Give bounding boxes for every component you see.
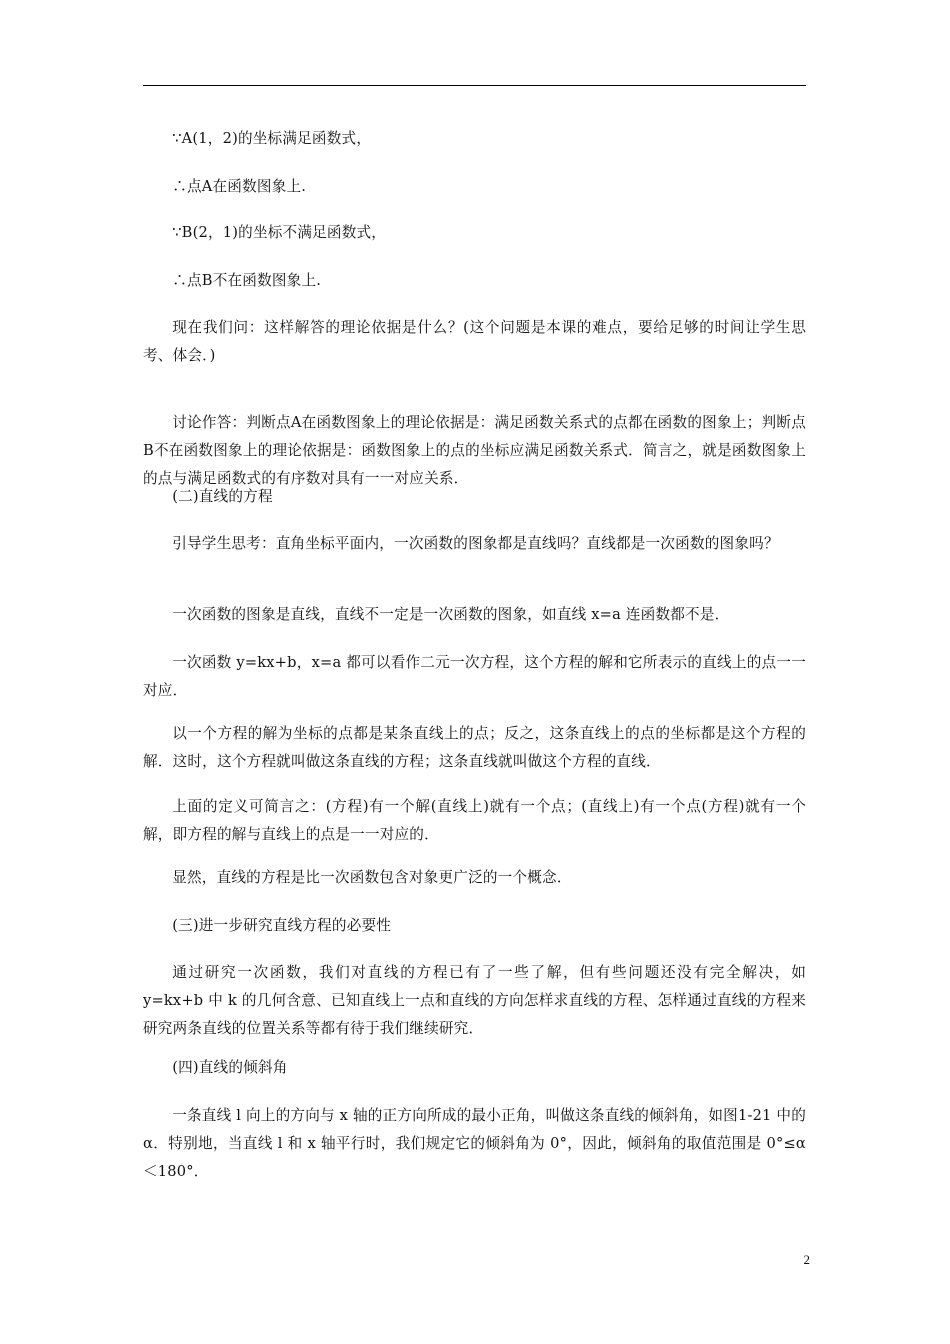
paragraph: 上面的定义可简言之：(方程)有一个解(直线上)就有一个点；(直线上)有一个点(方程)就有一个解，即方程的解与直线上的点是一一对应的． bbox=[143, 798, 806, 843]
paragraph: 以一个方程的解为坐标的点都是某条直线上的点；反之，这条直线上的点的坐标都是这个方程的解．这时，这个方程就叫做这条直线的方程；这条直线就叫做这个方程的直线． bbox=[143, 725, 806, 770]
paragraph: 通过研究一次函数，我们对直线的方程已有了一些了解，但有些问题还没有完全解决，如 y=kx+b 中 k 的几何含意、已知直线上一点和直线的方向怎样求直线的方程、怎样通过直线的方程来研究两条直线的位置关系等都有待于我们继续研究． bbox=[143, 964, 806, 1037]
section-heading: (四)直线的倾斜角 bbox=[172, 1059, 288, 1076]
paragraph: 一次函数 y=kx+b，x=a 都可以看作二元一次方程，这个方程的解和它所表示的直线上的点一一对应． bbox=[143, 654, 806, 699]
section-heading: (二)直线的方程 bbox=[172, 488, 273, 505]
paragraph: ∴点A在函数图象上. bbox=[172, 178, 307, 195]
paragraph: 显然，直线的方程是比一次函数包含对象更广泛的一个概念． bbox=[172, 869, 572, 886]
paragraph: ∵A(1，2)的坐标满足函数式， bbox=[172, 130, 372, 147]
paragraph: 一次函数的图象是直线，直线不一定是一次函数的图象，如直线 x=a 连函数都不是． bbox=[172, 606, 730, 623]
paragraph: 现在我们问：这样解答的理论依据是什么？(这个问题是本课的难点，要给足够的时间让学生思考、体会．) bbox=[143, 319, 806, 364]
page-number: 2 bbox=[803, 1252, 810, 1267]
paragraph: ∴点B不在函数图象上. bbox=[172, 272, 322, 289]
paragraph: 讨论作答：判断点A在函数图象上的理论依据是：满足函数关系式的点都在函数的图象上；判断点B不在函数图象上的理论依据是：函数图象上的点的坐标应满足函数关系式．简言之，就是函数图象上的点与满足函数式的有序数对具有一一对应关系． bbox=[143, 414, 806, 487]
paragraph: 一条直线 l 向上的方向与 x 轴的正方向所成的最小正角，叫做这条直线的倾斜角，如图1-21 中的 α．特别地，当直线 l 和 x 轴平行时，我们规定它的倾斜角为 0°，因此，倾斜角的取值范围是 0°≤α＜180°． bbox=[143, 1107, 806, 1180]
paragraph: ∵B(2，1)的坐标不满足函数式， bbox=[172, 224, 387, 241]
section-heading: (三)进一步研究直线方程的必要性 bbox=[172, 917, 392, 934]
header-rule bbox=[143, 85, 806, 86]
paragraph: 引导学生思考：直角坐标平面内，一次函数的图象都是直线吗？直线都是一次函数的图象吗？ bbox=[172, 535, 779, 552]
